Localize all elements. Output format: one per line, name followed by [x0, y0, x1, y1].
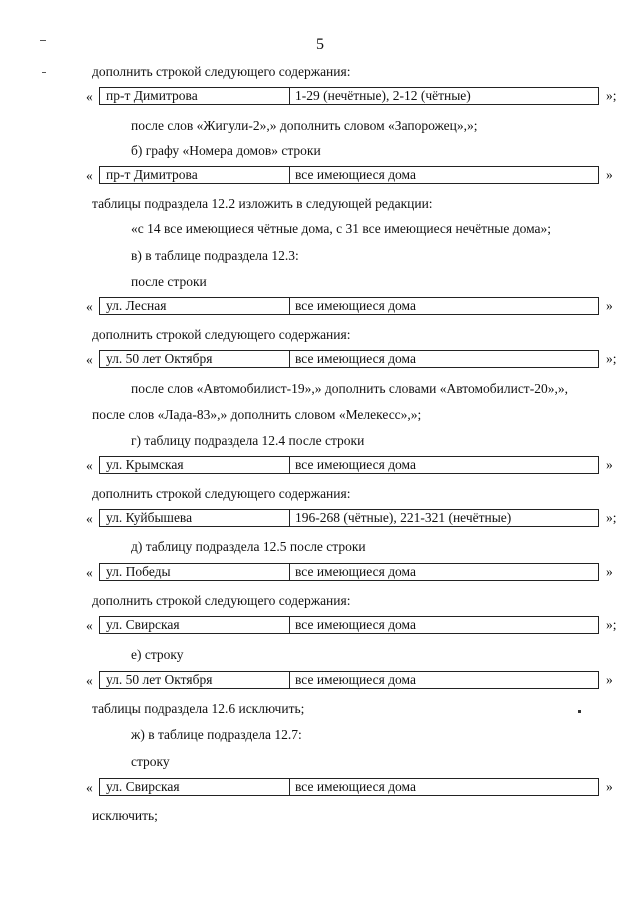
- street-cell: пр-т Димитрова: [100, 88, 290, 104]
- street-table: [99, 509, 599, 527]
- houses-cell: все имеющиеся дома: [295, 672, 416, 687]
- open-quote: «: [86, 565, 93, 580]
- text-line: дополнить строкой следующего содержания:: [92, 64, 351, 79]
- table-row: [86, 778, 636, 798]
- text-line: дополнить строкой следующего содержания:: [92, 593, 351, 608]
- street-cell: ул. 50 лет Октября: [100, 351, 290, 367]
- houses-cell: все имеющиеся дома: [295, 617, 416, 632]
- street-cell: ул. Лесная: [100, 298, 290, 314]
- houses-cell: все имеющиеся дома: [295, 298, 416, 313]
- text-line: д) таблицу подраздела 12.5 после строки: [131, 539, 366, 554]
- street-cell: ул. Свирская: [100, 617, 290, 633]
- scan-mark: [42, 72, 46, 73]
- street-table: [99, 297, 599, 315]
- text-line: таблицы подраздела 12.6 исключить;: [92, 701, 305, 716]
- text-line: ж) в таблице подраздела 12.7:: [131, 727, 302, 742]
- street-cell: ул. Крымская: [100, 457, 290, 473]
- text-line: строку: [131, 754, 170, 769]
- close-quote: »;: [606, 510, 617, 525]
- close-quote: »;: [606, 351, 617, 366]
- text-line: после слов «Автомобилист-19»,» дополнить словами «Автомобилист-20»,»,: [131, 381, 568, 396]
- houses-cell: все имеющиеся дома: [295, 779, 416, 794]
- houses-cell: все имеющиеся дома: [295, 167, 416, 182]
- close-quote: »;: [606, 88, 617, 103]
- street-table: [99, 563, 599, 581]
- close-quote: »;: [606, 617, 617, 632]
- houses-cell: все имеющиеся дома: [295, 351, 416, 366]
- close-quote: »: [606, 672, 613, 687]
- text-line: дополнить строкой следующего содержания:: [92, 486, 351, 501]
- table-row: [86, 456, 636, 476]
- street-table: [99, 671, 599, 689]
- close-quote: »: [606, 457, 613, 472]
- text-line: после строки: [131, 274, 207, 289]
- street-cell: ул. Свирская: [100, 779, 290, 795]
- close-quote: »: [606, 779, 613, 794]
- street-cell: пр-т Димитрова: [100, 167, 290, 183]
- houses-cell: все имеющиеся дома: [295, 457, 416, 472]
- text-line: после слов «Жигули-2»,» дополнить словом «Запорожец»,»;: [131, 118, 478, 133]
- street-table: [99, 87, 599, 105]
- street-table: [99, 166, 599, 184]
- text-line: г) таблицу подраздела 12.4 после строки: [131, 433, 365, 448]
- open-quote: «: [86, 352, 93, 367]
- table-row: [86, 87, 636, 107]
- open-quote: «: [86, 299, 93, 314]
- close-quote: »: [606, 298, 613, 313]
- table-row: [86, 166, 636, 186]
- open-quote: «: [86, 89, 93, 104]
- street-cell: ул. Победы: [100, 564, 290, 580]
- page-number: 5: [316, 36, 324, 53]
- table-row: [86, 297, 636, 317]
- street-table: [99, 778, 599, 796]
- table-row: [86, 616, 636, 636]
- open-quote: «: [86, 618, 93, 633]
- street-cell: ул. 50 лет Октября: [100, 672, 290, 688]
- table-row: [86, 350, 636, 370]
- table-row: [86, 671, 636, 691]
- houses-cell: все имеющиеся дома: [295, 564, 416, 579]
- text-line: исключить;: [92, 808, 158, 823]
- text-line: после слов «Лада-83»,» дополнить словом «Мелекесс»,»;: [92, 407, 422, 422]
- open-quote: «: [86, 511, 93, 526]
- text-line: е) строку: [131, 647, 184, 662]
- houses-cell: 196-268 (чётные), 221-321 (нечётные): [295, 510, 512, 525]
- close-quote: »: [606, 564, 613, 579]
- scan-mark: [578, 710, 581, 713]
- text-line: б) графу «Номера домов» строки: [131, 143, 321, 158]
- open-quote: «: [86, 780, 93, 795]
- houses-cell: 1-29 (нечётные), 2-12 (чётные): [295, 88, 471, 103]
- close-quote: »: [606, 167, 613, 182]
- table-row: [86, 509, 636, 529]
- open-quote: «: [86, 458, 93, 473]
- table-row: [86, 563, 636, 583]
- open-quote: «: [86, 168, 93, 183]
- text-line: «с 14 все имеющиеся чётные дома, с 31 все имеющиеся нечётные дома»;: [131, 221, 552, 236]
- text-line: в) в таблице подраздела 12.3:: [131, 248, 299, 263]
- street-cell: ул. Куйбышева: [100, 510, 290, 526]
- text-line: дополнить строкой следующего содержания:: [92, 327, 351, 342]
- open-quote: «: [86, 673, 93, 688]
- street-table: [99, 616, 599, 634]
- street-table: [99, 456, 599, 474]
- text-line: таблицы подраздела 12.2 изложить в следующей редакции:: [92, 196, 433, 211]
- street-table: [99, 350, 599, 368]
